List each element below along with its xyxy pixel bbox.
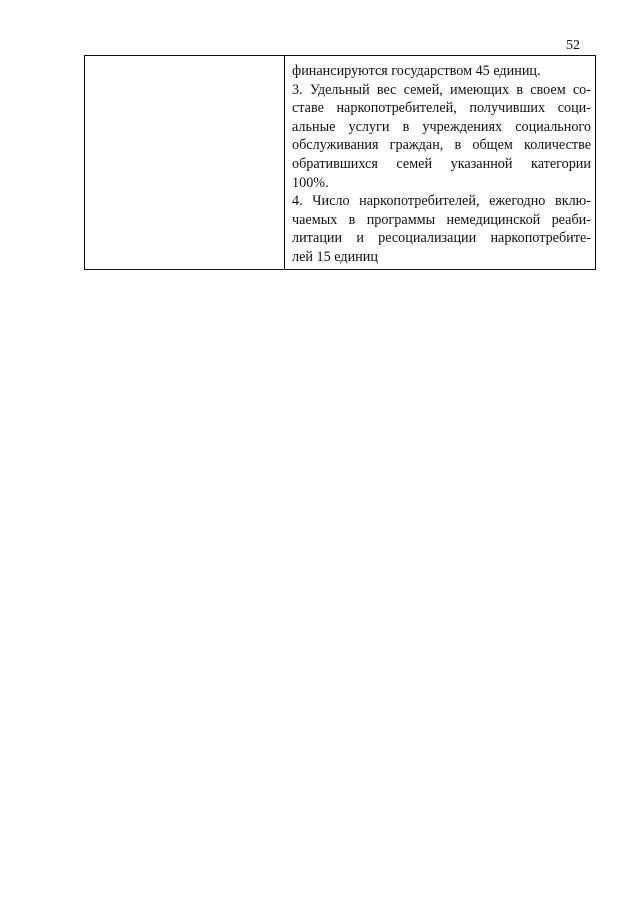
indicators-table xyxy=(84,55,596,270)
text-line: чаемых в программы немедицинской реаби- xyxy=(292,211,591,228)
text-line: 3. Удельный вес семей, имеющих в своем со- xyxy=(292,81,591,98)
text-line: финансируются государством 45 единиц. xyxy=(292,63,541,79)
text-line: альные услуги в учреждениях социального xyxy=(292,118,591,135)
text-line: литации и ресоциализации наркопотребите- xyxy=(292,230,591,247)
text-line: 4. Число наркопотребителей, ежегодно вклю- xyxy=(292,193,591,210)
table-left-cell xyxy=(85,56,285,269)
table-right-cell xyxy=(285,56,595,269)
text-line: 100%. xyxy=(292,174,329,191)
text-line: ставе наркопотребителей, получивших соци- xyxy=(292,100,591,117)
page-number: 52 xyxy=(566,38,580,53)
text-line: обслуживания граждан, в общем количестве xyxy=(292,137,591,154)
text-line: лей 15 единиц xyxy=(292,248,378,265)
text-line: обратившихся семей указанной категории xyxy=(292,155,591,172)
